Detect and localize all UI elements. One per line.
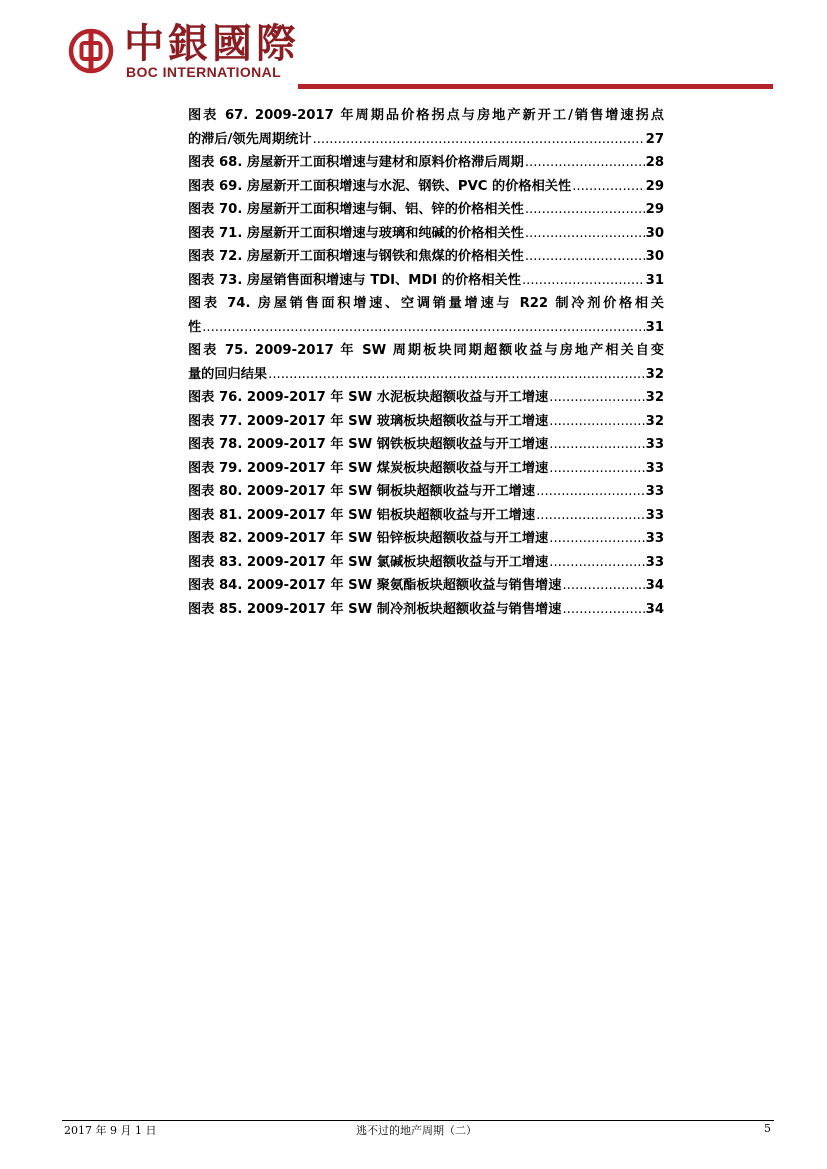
toc-entry[interactable] xyxy=(188,175,664,199)
toc-entry-text: 图表 81. 2009-2017 年 SW 铝板块超额收益与开工增速 xyxy=(188,507,536,523)
leader-dots xyxy=(562,598,644,622)
toc-entry[interactable] xyxy=(188,527,664,551)
toc-entry-text: 图表 76. 2009-2017 年 SW 水泥板块超额收益与开工增速 xyxy=(188,390,549,405)
toc-page-number: 32 xyxy=(645,366,664,382)
toc-entry-text: 图表 72. 房屋新开工面积增速与钢铁和焦煤的价格相关性 xyxy=(188,249,524,264)
figure-list xyxy=(188,104,664,621)
toc-entry-text: 量的回归结果 xyxy=(188,366,268,382)
toc-entry[interactable] xyxy=(188,386,664,410)
toc-entry[interactable] xyxy=(188,457,664,481)
leader-dots xyxy=(525,245,645,269)
toc-page-number: 32 xyxy=(645,390,664,405)
leader-dots xyxy=(572,175,644,199)
leader-dots xyxy=(536,504,645,528)
toc-entry[interactable] xyxy=(188,198,664,222)
leader-dots xyxy=(549,410,644,434)
toc-entry-text: 性 xyxy=(188,319,202,335)
toc-page-number: 28 xyxy=(645,155,664,170)
toc-entry[interactable] xyxy=(188,551,664,575)
toc-entry[interactable] xyxy=(188,222,664,246)
leader-dots xyxy=(549,527,644,551)
boc-logo-icon xyxy=(68,28,114,74)
toc-entry[interactable] xyxy=(188,339,664,386)
toc-entry-text: 图表 68. 房屋新开工面积增速与建材和原料价格滞后周期 xyxy=(188,155,524,170)
toc-entry[interactable] xyxy=(188,598,664,622)
toc-page-number: 32 xyxy=(645,413,664,429)
leader-dots xyxy=(536,480,645,504)
toc-entry-text: 图表 85. 2009-2017 年 SW 制冷剂板块超额收益与销售增速 xyxy=(188,601,562,617)
toc-page-number: 33 xyxy=(645,484,664,499)
toc-page-number: 27 xyxy=(645,131,664,147)
toc-entry-text: 图表 78. 2009-2017 年 SW 钢铁板块超额收益与开工增速 xyxy=(188,437,549,452)
toc-entry-text: 图表 77. 2009-2017 年 SW 玻璃板块超额收益与开工增速 xyxy=(188,413,549,429)
toc-page-number: 30 xyxy=(645,225,664,241)
toc-entry-text: 图表 82. 2009-2017 年 SW 铅锌板块超额收益与开工增速 xyxy=(188,531,549,546)
toc-page-number: 29 xyxy=(645,178,664,194)
footer-page-number: 5 xyxy=(764,1122,771,1135)
toc-page-number: 34 xyxy=(645,601,664,617)
toc-page-number: 33 xyxy=(645,531,664,546)
toc-entry-text: 图表 83. 2009-2017 年 SW 氯碱板块超额收益与开工增速 xyxy=(188,554,549,570)
toc-entry[interactable] xyxy=(188,269,664,293)
leader-dots xyxy=(522,269,645,293)
toc-entry-text: 图表 70. 房屋新开工面积增速与铜、铝、锌的价格相关性 xyxy=(188,202,524,217)
toc-entry[interactable] xyxy=(188,410,664,434)
footer-date: 2017 年 9 月 1 日 xyxy=(64,1124,157,1137)
logo-chinese-name: 中銀國際 xyxy=(124,20,300,67)
leader-dots xyxy=(202,316,644,340)
footer-report-title: 逃不过的地产周期（二） xyxy=(356,1124,477,1137)
leader-dots xyxy=(268,363,645,387)
toc-entry-text: 图表 79. 2009-2017 年 SW 煤炭板块超额收益与开工增速 xyxy=(188,460,549,476)
toc-page-number: 31 xyxy=(645,272,664,288)
toc-entry-text: 图表 67. 2009-2017 年周期品价格拐点与房地产新开工/销售增速拐点 xyxy=(188,108,664,123)
toc-entry[interactable] xyxy=(188,433,664,457)
toc-page-number: 33 xyxy=(645,554,664,570)
leader-dots xyxy=(525,222,645,246)
leader-dots xyxy=(549,386,644,410)
toc-entry-text: 的滞后/领先周期统计 xyxy=(188,131,312,147)
leader-dots xyxy=(525,151,645,175)
leader-dots xyxy=(525,198,645,222)
toc-entry-text: 图表 73. 房屋销售面积增速与 TDI、MDI 的价格相关性 xyxy=(188,272,521,288)
toc-entry[interactable] xyxy=(188,104,664,151)
leader-dots xyxy=(549,551,644,575)
toc-entry-text: 图表 71. 房屋新开工面积增速与玻璃和纯碱的价格相关性 xyxy=(188,225,524,241)
toc-entry[interactable] xyxy=(188,504,664,528)
toc-entry[interactable] xyxy=(188,574,664,598)
toc-entry[interactable] xyxy=(188,480,664,504)
footer-rule xyxy=(62,1120,774,1121)
leader-dots xyxy=(313,128,645,152)
toc-entry-text: 图表 69. 房屋新开工面积增速与水泥、钢铁、PVC 的价格相关性 xyxy=(188,178,572,194)
leader-dots xyxy=(562,574,644,598)
toc-page-number: 31 xyxy=(645,319,664,335)
logo-english-name: BOC INTERNATIONAL xyxy=(126,64,282,80)
leader-dots xyxy=(549,433,644,457)
toc-entry-text: 图表 84. 2009-2017 年 SW 聚氨酯板块超额收益与销售增速 xyxy=(188,578,562,593)
toc-page-number: 33 xyxy=(645,437,664,452)
toc-entry-text: 图表 80. 2009-2017 年 SW 铜板块超额收益与开工增速 xyxy=(188,484,536,499)
toc-entry-text: 图表 74. 房屋销售面积增速、空调销量增速与 R22 制冷剂价格相关 xyxy=(188,296,664,311)
leader-dots xyxy=(549,457,644,481)
toc-page-number: 30 xyxy=(645,249,664,264)
toc-entry-text: 图表 75. 2009-2017 年 SW 周期板块同期超额收益与房地产相关自变 xyxy=(188,343,664,358)
toc-page-number: 29 xyxy=(645,202,664,217)
toc-page-number: 33 xyxy=(645,460,664,476)
toc-entry[interactable] xyxy=(188,151,664,175)
header-rule xyxy=(298,84,773,89)
toc-page-number: 34 xyxy=(645,578,664,593)
toc-entry[interactable] xyxy=(188,292,664,339)
toc-page-number: 33 xyxy=(645,507,664,523)
toc-entry[interactable] xyxy=(188,245,664,269)
